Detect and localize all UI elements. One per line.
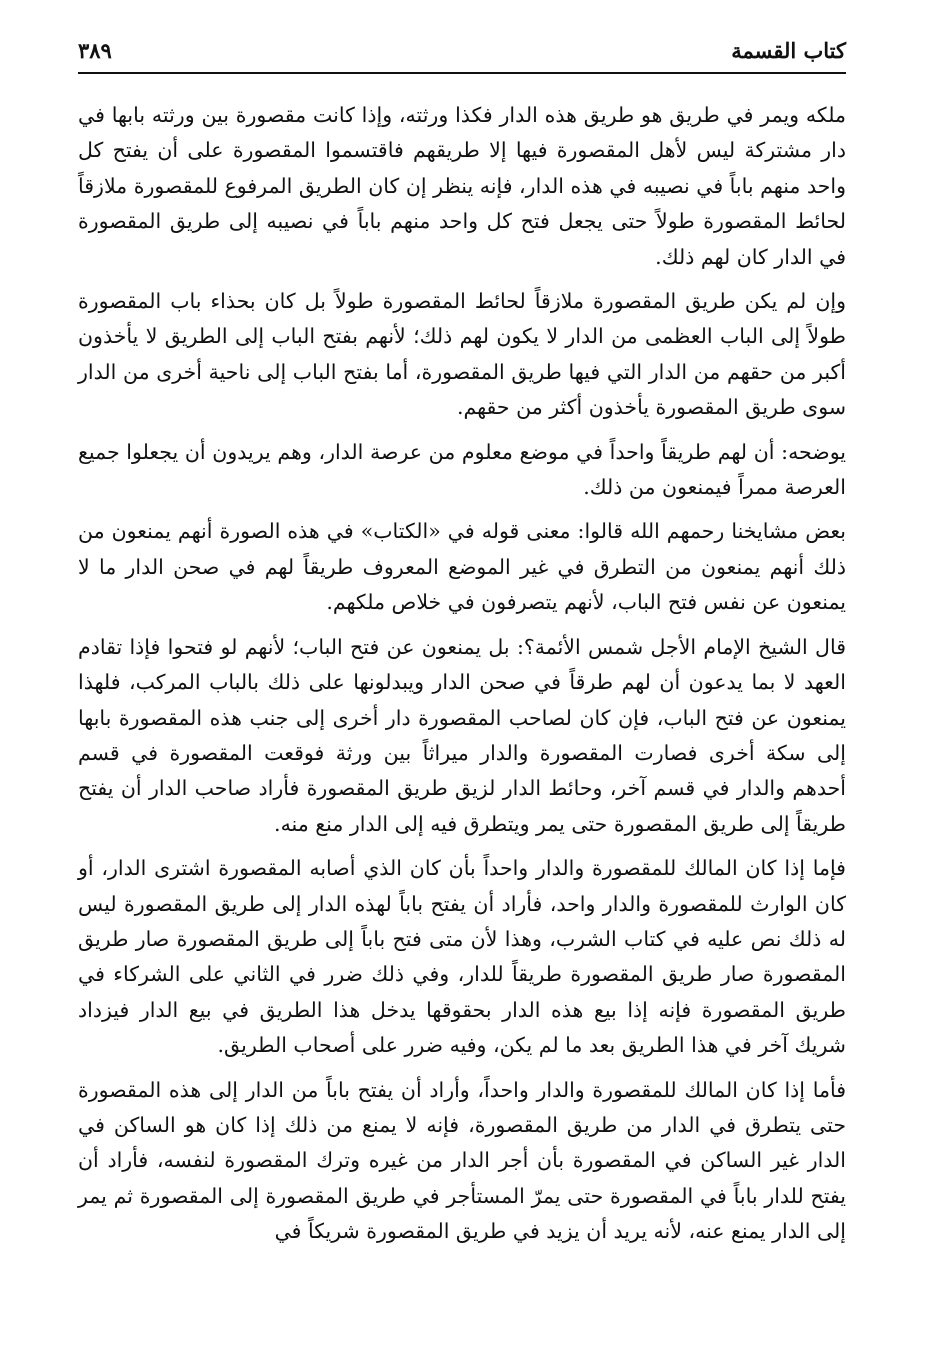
paragraph-5: قال الشيخ الإمام الأجل شمس الأئمة؟: بل يمنعون عن فتح الباب؛ لأنهم لو فتحوا فإذا تقادم العهد لا بما يدعون أن لهم طرقاً في صحن الدار ويبدلونها على ذلك بالباب المركب، فلهذا يمنعون عن فتح الباب، فإن كان لصاحب المقصورة دار أخرى إلى جنب هذه المقصورة بابها إلى سكة أخرى فصارت المقصورة والدار ميراثاً بين ورثة فوقعت المقصورة في قسم أحدهم والدار في قسم آخر، وحائط الدار لزيق طريق المقصورة فأراد صاحب الدار أن يفتح طريقاً إلى طريق المقصورة حتى يمر ويتطرق فيه إلى الدار منع منه. xyxy=(78,634,846,836)
running-title: كتاب القسمة xyxy=(731,38,846,63)
paragraph-4: بعض مشايخنا رحمهم الله قالوا: معنى قوله في «الكتاب» في هذه الصورة أنهم يمنعون من ذلك أنهم يمنعون من التطرق في غير الموضع المعروف طريقاً لهم في صحن الدار ما لا يمنعون عن نفس فتح الباب، لأنهم يتصرفون في خلاص ملكهم. xyxy=(78,519,846,615)
paragraph-2: وإن لم يكن طريق المقصورة ملازقاً لحائط المقصورة طولاً بل كان بحذاء باب المقصورة طولاً إلى الباب العظمى من الدار لا يكون لهم ذلك؛ لأنهم بفتح الباب إلى الطريق لا يأخذون أكبر من حقهم من الدار التي فيها طريق المقصورة، أما بفتح الباب إلى ناحية أخرى من الدار سوى طريق المقصورة يأخذون أكثر من حقهم. xyxy=(78,289,846,420)
page-number: ٣٨٩ xyxy=(78,38,112,63)
page-body xyxy=(78,98,846,1250)
page-header xyxy=(78,38,846,74)
paragraph-7: فأما إذا كان المالك للمقصورة والدار واحداً، وأراد أن يفتح باباً من الدار إلى هذه المقصورة حتى يتطرق في الدار من طريق المقصورة، فإنه لا يمنع من ذلك إذا كان هو الساكن في الدار غير الساكن في المقصورة بأن أجر الدار من غيره وترك المقصورة لنفسه، فأراد أن يفتح للدار باباً في المقصورة حتى يمرّ المستأجر في طريق المقصورة إلى المقصورة ثم يمر إلى الدار يمنع عنه، لأنه يريد أن يزيد في طريق المقصورة شريكاً في xyxy=(78,1077,846,1244)
paragraph-3: يوضحه: أن لهم طريقاً واحداً في موضع معلوم من عرصة الدار، وهم يريدون أن يجعلوا جميع العرصة ممراً فيمنعون من ذلك. xyxy=(78,439,846,500)
paragraph-1: ملكه ويمر في طريق هو طريق هذه الدار فكذا ورثته، وإذا كانت مقصورة بين ورثته بابها في دار مشتركة ليس لأهل المقصورة فيها إلا طريقهم فاقتسموا المقصورة على أن يفتح كل واحد منهم باباً في نصيبه في هذه الدار، فإنه ينظر إن كان الطريق المرفوع للمقصورة ملازقاً لحائط المقصورة طولاً حتى يجعل فتح كل واحد منهم باباً في نصيبه إلى طريق المقصورة في الدار كان لهم ذلك. xyxy=(78,103,846,269)
paragraph-6: فإما إذا كان المالك للمقصورة والدار واحداً بأن كان الذي أصابه المقصورة اشترى الدار، أو كان الوارث للمقصورة والدار واحد، فأراد أن يفتح باباً لهذه الدار إلى طريق المقصورة ليس له ذلك نص عليه في كتاب الشرب، وهذا لأن متى فتح باباً إلى طريق المقصورة صار طريق المقصورة صار طريق المقصورة طريقاً للدار، وفي ذلك ضرر في الثاني على الشركاء في طريق المقصورة فإنه إذا بيع هذه الدار بحقوقها يدخل هذا الطريق في بيع الدار فيزداد شريك آخر في هذا الطريق بعد ما لم يكن، وفيه ضرر على أصحاب الطريق. xyxy=(78,856,846,1058)
